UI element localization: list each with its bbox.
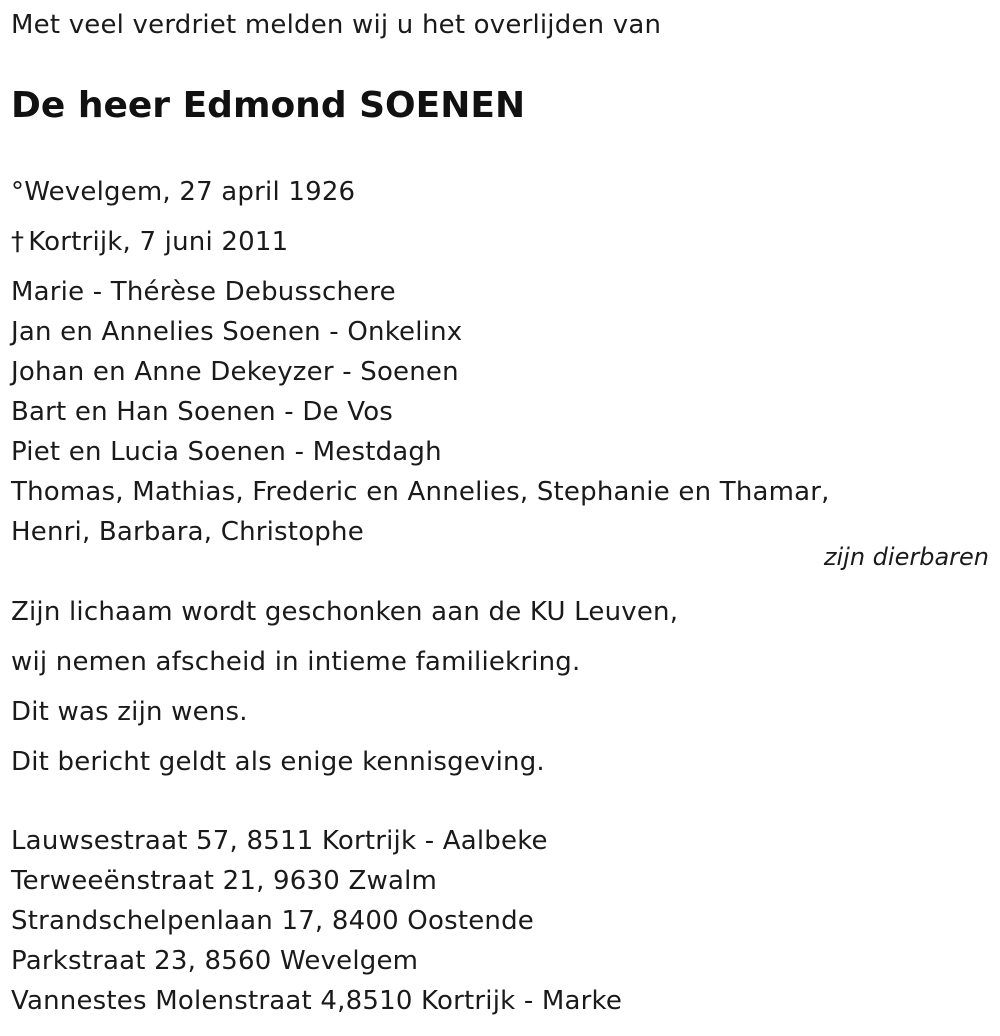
family-line: Henri, Barbara, Christophe: [11, 517, 364, 547]
message-line: Zijn lichaam wordt geschonken aan de KU Leuven,: [11, 597, 679, 627]
death-place-date: Kortrijk, 7 juni 2011: [28, 227, 289, 257]
address-line: Terweeënstraat 21, 9630 Zwalm: [11, 866, 438, 896]
family-line: Jan en Annelies Soenen - Onkelinx: [11, 317, 463, 347]
family-line: Bart en Han Soenen - De Vos: [11, 397, 394, 427]
address-line: Lauwsestraat 57, 8511 Kortrijk - Aalbeke: [11, 826, 548, 856]
intro-line: Met veel verdriet melden wij u het overlijden van: [11, 10, 662, 40]
cross-icon: †: [11, 227, 25, 257]
message-line: wij nemen afscheid in intieme familiekring.: [11, 647, 581, 677]
address-line: Strandschelpenlaan 17, 8400 Oostende: [11, 906, 534, 936]
death-line: [11, 227, 288, 257]
birth-line: °Wevelgem, 27 april 1926: [11, 177, 356, 207]
family-line: Johan en Anne Dekeyzer - Soenen: [11, 357, 459, 387]
family-line: Piet en Lucia Soenen - Mestdagh: [11, 437, 442, 467]
family-line: Marie - Thérèse Debusschere: [11, 277, 396, 307]
deceased-name: De heer Edmond SOENEN: [11, 85, 526, 126]
message-line: Dit bericht geldt als enige kennisgeving.: [11, 747, 545, 777]
family-note: zijn dierbaren: [823, 543, 989, 571]
address-line: Parkstraat 23, 8560 Wevelgem: [11, 946, 419, 976]
address-line: Vannestes Molenstraat 4,8510 Kortrijk - Marke: [11, 986, 623, 1016]
family-line: Thomas, Mathias, Frederic en Annelies, Stephanie en Thamar,: [11, 477, 830, 507]
message-line: Dit was zijn wens.: [11, 697, 248, 727]
